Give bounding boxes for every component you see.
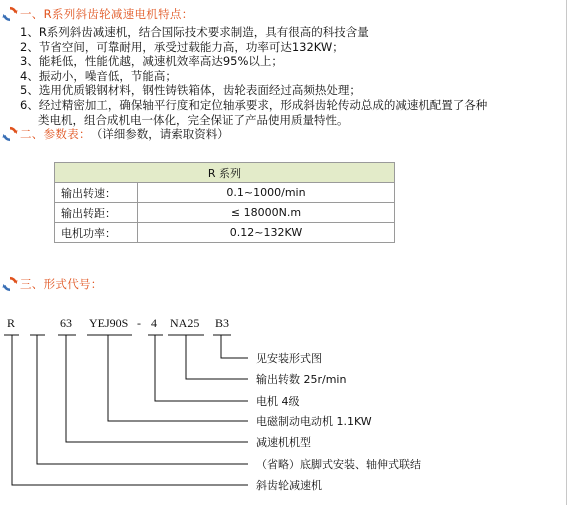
code-motor: YEJ90S (89, 316, 129, 330)
feature-line: 6、经过精密加工，确保轴平行度和定位轴承要求，形成斜齿轮传动总成的减速机配置了各种 (20, 97, 488, 112)
desc-mount: 见安装形式图 (256, 352, 322, 365)
section-features-title: 一、R系列斜齿轮减速电机特点： (20, 7, 194, 21)
param-value: 0.1~1000/min (138, 183, 395, 203)
desc-type: 斜齿轮减速机 (256, 479, 322, 492)
feature-line: 类电机，组合成机电一体化，完全保证了产品使用质量特性。 (38, 112, 349, 127)
feature-line: 1、R系列斜齿减速机，结合国际技术要求制造，具有很高的科技含量 (20, 25, 369, 39)
right-border (566, 0, 567, 505)
section-params-note: （详细参数，请索取资料） (90, 127, 229, 141)
code-speed: NA25 (170, 316, 200, 330)
param-value: ≤ 18000N.m (138, 203, 395, 223)
section-params-title: 二、参数表： (20, 127, 91, 141)
feature-line: 4、振动小，噪音低，节能高； (20, 68, 177, 83)
param-label: 输出转距： (55, 203, 138, 223)
feature-line: 2、节省空间，可靠耐用，承受过载能力高，功率可达132KW； (20, 39, 344, 54)
code-mount: B3 (215, 316, 230, 330)
desc-motor: 电磁制动电动机 1.1KW (256, 415, 372, 428)
code-R: R (7, 316, 16, 330)
desc-size: 减速机机型 (256, 436, 311, 449)
desc-connection: （省略）底脚式安装、轴伸式联结 (256, 458, 421, 471)
code-size: 63 (60, 316, 72, 330)
feature-line: 3、能耗低，性能优越，减速机效率高达95%以上； (20, 54, 283, 69)
desc-poles: 电机 4级 (256, 395, 300, 408)
feature-line: 5、选用优质锻钢材料，钢性铸铁箱体，齿轮表面经过高频热处理； (20, 83, 361, 98)
code-dash: - (137, 316, 141, 330)
param-value: 0.12~132KW (138, 223, 395, 243)
code-poles: 4 (151, 316, 157, 330)
section-model-title: 三、形式代号： (20, 277, 103, 291)
param-label: 输出转速： (55, 183, 138, 203)
param-label: 电机功率： (55, 223, 138, 243)
params-table-header: R 系列 (55, 163, 395, 183)
leader-lines (12, 335, 248, 485)
desc-speed: 输出转数 25r/min (256, 373, 347, 386)
